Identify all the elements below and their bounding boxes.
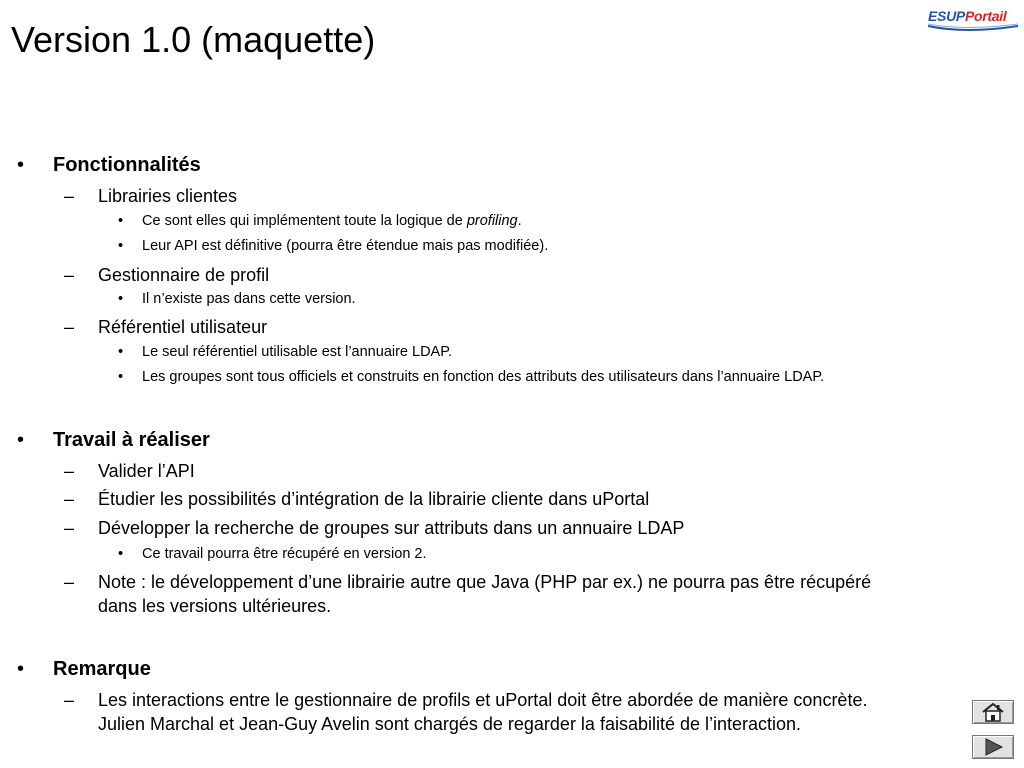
logo-text-portail: Portail	[964, 8, 1007, 24]
subitem-text: Ce travail pourra être récupéré en version 2.	[142, 546, 427, 562]
item-text-line2: dans les versions ultérieures.	[98, 596, 332, 616]
subitem-text: Il n’existe pas dans cette version.	[142, 291, 356, 307]
item-text: Gestionnaire de profil	[98, 265, 270, 285]
list-item-referentiel	[64, 315, 268, 339]
list-subitem	[118, 369, 825, 385]
list-item-note	[64, 570, 978, 618]
list-subitem	[118, 344, 453, 360]
subitem-text: Le seul référentiel utilisable est l’annuaire LDAP.	[142, 344, 453, 360]
item-text: Étudier les possibilités d’intégration de la librairie cliente dans uPortal	[98, 489, 650, 509]
list-item-librairies	[64, 184, 238, 208]
bullet: •	[118, 238, 124, 254]
bullet: •	[118, 344, 124, 360]
home-icon	[981, 702, 1005, 722]
list-item-remarque	[64, 688, 958, 736]
list-item-gestionnaire	[64, 263, 270, 287]
bullet: •	[118, 213, 124, 229]
section-heading-remarque	[17, 658, 151, 681]
bullet: •	[17, 429, 25, 451]
home-button[interactable]	[972, 700, 1014, 724]
list-subitem	[118, 546, 427, 562]
dash: –	[64, 489, 75, 509]
subitem-text: Leur API est définitive (pourra être étendue mais pas modifiée).	[142, 238, 549, 254]
list-subitem	[118, 291, 356, 307]
dash: –	[64, 186, 75, 206]
heading-text: Remarque	[53, 658, 151, 680]
dash: –	[64, 461, 75, 481]
item-text: Référentiel utilisateur	[98, 317, 268, 337]
logo-text-esup: ESUP	[928, 8, 965, 24]
bullet: •	[17, 154, 25, 176]
section-heading-fonctionnalites	[17, 154, 201, 177]
section-heading-travail	[17, 429, 210, 452]
subitem-text-b: .	[517, 213, 522, 229]
list-subitem	[118, 238, 549, 254]
list-item	[64, 487, 650, 511]
bullet: •	[17, 658, 25, 680]
item-text-line1: Les interactions entre le gestionnaire de profils et uPortal doit être abordée de manière concrète.	[98, 690, 868, 710]
subitem-text-a: Ce sont elles qui implémentent toute la logique de	[142, 213, 467, 229]
dash: –	[64, 317, 75, 337]
list-item	[64, 516, 685, 540]
item-text-line2: Julien Marchal et Jean-Guy Avelin sont chargés de regarder la faisabilité de l’interaction.	[98, 714, 802, 734]
heading-text: Travail à réaliser	[53, 429, 210, 451]
bullet: •	[118, 291, 124, 307]
dash: –	[64, 572, 75, 592]
dash: –	[64, 518, 75, 538]
item-text: Développer la recherche de groupes sur attributs dans un annuaire LDAP	[98, 518, 685, 538]
slide-title: Version 1.0 (maquette)	[11, 19, 376, 60]
list-subitem	[118, 213, 522, 229]
list-item	[64, 459, 195, 483]
item-text-line1: Note : le développement d’une librairie autre que Java (PHP par ex.) ne pourra pas être récupéré	[98, 572, 872, 592]
play-icon	[981, 737, 1005, 757]
subitem-text: Les groupes sont tous officiels et construits en fonction des attributs des utilisateurs dans l’annuaire LDAP.	[142, 369, 825, 385]
bullet: •	[118, 369, 124, 385]
item-text: Librairies clientes	[98, 186, 238, 206]
dash: –	[64, 265, 75, 285]
heading-text: Fonctionnalités	[53, 154, 201, 176]
bullet: •	[118, 546, 124, 562]
dash: –	[64, 690, 75, 710]
subitem-em: profiling	[466, 213, 518, 229]
next-slide-button[interactable]	[972, 735, 1014, 759]
item-text: Valider l’API	[98, 461, 195, 481]
